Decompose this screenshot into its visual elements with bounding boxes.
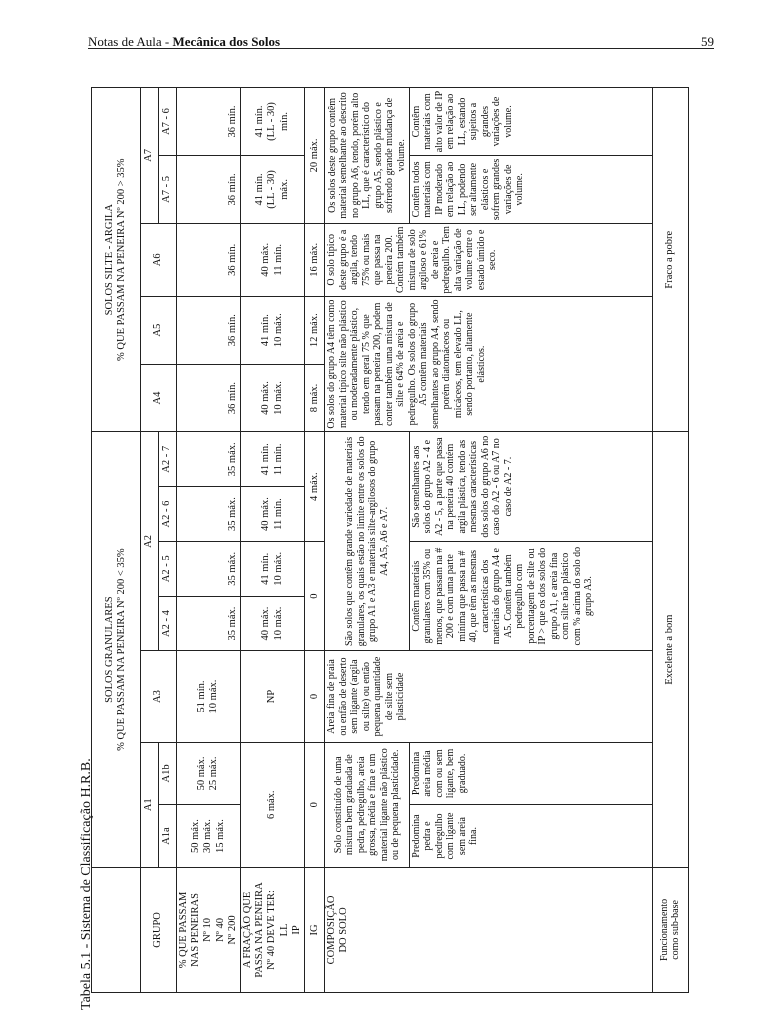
comp-a2-6-7: São semelhantes aos solos do grupo A2 - 4 e A2 - 5, a parte que passa na peneira 40 contém argila plástica, tendo as mesmas características dos solos do grupo A6 no caso do A2 - 6 ou A7 no caso de A2 - 7. bbox=[409, 432, 652, 542]
comp-a1-general: Solo constituído de uma mistura bem graduada de pedra, pedregulho, areia grossa, média e fina e um material ligante não plástico ou de pequena plasticidade. bbox=[325, 742, 409, 867]
comp-a7-6: Contêm materiais com alto valor de IP em relação ao LL, estando sujeitos a grandes variações de volume. bbox=[409, 88, 652, 156]
composicao-label: COMPOSIÇÃO DO SOLO bbox=[325, 867, 652, 992]
fracao-a1: 6 máx. bbox=[241, 742, 305, 867]
silt-clay-header: SOLOS SILTE - ARGILA % QUE PASSAM NA PENEIRA Nº 200 > 35% bbox=[92, 88, 141, 432]
fracao-a4: 40 máx. 10 máx. bbox=[241, 364, 305, 432]
subgroup-a1b: A1b bbox=[158, 742, 176, 805]
fracao-a2-7: 41 mín. 11 mín. bbox=[241, 432, 305, 487]
header-title: Notas de Aula - Mecânica dos Solos bbox=[88, 34, 281, 49]
comp-a2-4-5: Contêm materiais granulares com 35% ou menos, que passam na # 200 e com uma parte mínima que passa na # 40, que têm as mesmas características dos materiais do grupo A4 e A5. Contêm também pedregulho com porcentagem de silte ou IP > que os dos solos do grupo A1, e areia fina com silte não plástico com % acima do solo do grupo A3. bbox=[409, 541, 652, 651]
fracao-a2-6: 40 máx. 11 mín. bbox=[241, 487, 305, 542]
passam-a4: 36 mín. bbox=[176, 364, 240, 432]
ig-label: IG bbox=[305, 867, 325, 992]
page-header bbox=[88, 34, 714, 49]
passam-a2-4: 35 máx. bbox=[176, 596, 240, 651]
fracao-label: A FRAÇÃO QUE PASSA NA PENEIRA Nº 40 DEVE TER: LL IP bbox=[241, 867, 305, 992]
passam-a3: 51 mín. 10 máx. bbox=[176, 651, 240, 742]
hrb-classification-table bbox=[91, 87, 689, 993]
fracao-a6: 40 máx. 11 mín. bbox=[241, 223, 305, 296]
group-a7: A7 bbox=[140, 88, 158, 224]
fracao-a2-5: 41 mín. 10 máx. bbox=[241, 541, 305, 596]
table-frame bbox=[91, 87, 689, 993]
rotated-table-wrapper bbox=[91, 87, 689, 993]
fracao-a7-5: 41 mín. (LL - 30) máx. bbox=[241, 156, 305, 224]
comp-a3: Areia fina de praia ou enfão de deserto sem ligante (argila ou silte) ou então pequena quantidade de silte sem plasticidade bbox=[325, 651, 652, 742]
func-granular: Excelente a bom bbox=[652, 432, 688, 867]
passam-a2-7: 35 máx. bbox=[176, 432, 240, 487]
subgroup-a2-6: A2 - 6 bbox=[158, 487, 176, 542]
subgroup-a2-4: A2 - 4 bbox=[158, 596, 176, 651]
func-silt-clay: Fraco a pobre bbox=[652, 88, 688, 432]
ig-a5: 12 máx. bbox=[305, 296, 325, 364]
passam-a7-6: 36 mín. bbox=[176, 88, 240, 156]
passam-label: % QUE PASSAM NAS PENEIRAS Nº 10 Nº 40 Nº 200 bbox=[176, 867, 240, 992]
ig-a2-67: 4 máx. bbox=[305, 432, 325, 542]
granular-header: SOLOS GRANULARES % QUE PASSAM NA PENEIRA Nº 200 < 35% bbox=[92, 432, 141, 867]
passam-a2-6: 35 máx. bbox=[176, 487, 240, 542]
func-label: Funcionamento como sub-base bbox=[652, 867, 688, 992]
passam-a7-5: 36 mín. bbox=[176, 156, 240, 224]
passam-a1a: 50 máx. 30 máx. 15 máx. bbox=[176, 805, 240, 868]
comp-a1b: Predomina areia média com ou sem ligante, bem graduado. bbox=[409, 742, 652, 805]
subgroup-a2-7: A2 - 7 bbox=[158, 432, 176, 487]
comp-a7-5: Contêm todos materiais com IP moderado em relação ao LL, podendo ser altamente elásticos e sofrem grandes variações de volume. bbox=[409, 156, 652, 224]
ig-a4: 8 máx. bbox=[305, 364, 325, 432]
ig-a7: 20 máx. bbox=[305, 88, 325, 224]
group-a4: A4 bbox=[140, 364, 176, 432]
ig-a6: 16 máx. bbox=[305, 223, 325, 296]
subgroup-a7-5: A7 - 5 bbox=[158, 156, 176, 224]
fracao-a3: NP bbox=[241, 651, 305, 742]
passam-a1b: 50 máx. 25 máx. bbox=[176, 742, 240, 805]
passam-a5: 36 mín. bbox=[176, 296, 240, 364]
passam-a6: 36 mín. bbox=[176, 223, 240, 296]
table-caption: Tabela 5.1 - Sistema de Classificação H.R.B. bbox=[79, 758, 94, 1010]
page-number: 59 bbox=[701, 34, 714, 49]
comp-a6: O solo típico deste grupo é a argila, tendo 75% ou mais que passa na peneira 200. Contém também mistura de solo argiloso e 61% de areia e pedregulho. Tem alta variação de volume entre o estado úmido e seco. bbox=[325, 223, 652, 296]
comp-a4-a5: Os solos do grupo A4 têm como material típico silte não plástico ou moderadamente plástico, tendo em geral 75 % que passam na peneira 200, podem conter também uma mistura de silte e 64% de areia e pedregulho. Os solos do grupo A5 contêm materiais semelhantes ao grupo A4, sendo porém diatomáceos ou micáceos, tem elevado LL, sendo portanto, altamente elásticos. bbox=[325, 296, 652, 432]
ig-a2-45: 0 bbox=[305, 541, 325, 651]
grupo-label: GRUPO bbox=[140, 867, 176, 992]
comp-a7-general: Os solos deste grupo contêm material semelhante ao descrito no grupo A6, tendo, porém alto LL, que é característico do grupo A5, sendo plástico e sofrendo grande mudança de volume. bbox=[325, 88, 409, 224]
subgroup-a2-5: A2 - 5 bbox=[158, 541, 176, 596]
comp-a2-general: São solos que contêm grande variedade de materiais granulares, os quais estão no limite entre os solos do grupo A1 e A3 e materiais silte-argilosos do grupo A4, A5, A6 e A7. bbox=[325, 432, 409, 651]
group-a6: A6 bbox=[140, 223, 176, 296]
ig-a3: 0 bbox=[305, 651, 325, 742]
group-a5: A5 bbox=[140, 296, 176, 364]
fracao-a2-4: 40 máx. 10 máx. bbox=[241, 596, 305, 651]
ig-a1: 0 bbox=[305, 742, 325, 867]
group-a1: A1 bbox=[140, 742, 158, 867]
subgroup-a1a: A1a bbox=[158, 805, 176, 868]
group-a3: A3 bbox=[140, 651, 176, 742]
subgroup-a7-6: A7 - 6 bbox=[158, 88, 176, 156]
fracao-a7-6: 41 mín. (LL - 30) mín. bbox=[241, 88, 305, 156]
comp-a1a: Predomina pedra e pedregulho com ligante sem areia fina. bbox=[409, 805, 652, 868]
fracao-a5: 41 mín. 10 máx. bbox=[241, 296, 305, 364]
passam-a2-5: 35 máx. bbox=[176, 541, 240, 596]
group-a2: A2 bbox=[140, 432, 158, 651]
